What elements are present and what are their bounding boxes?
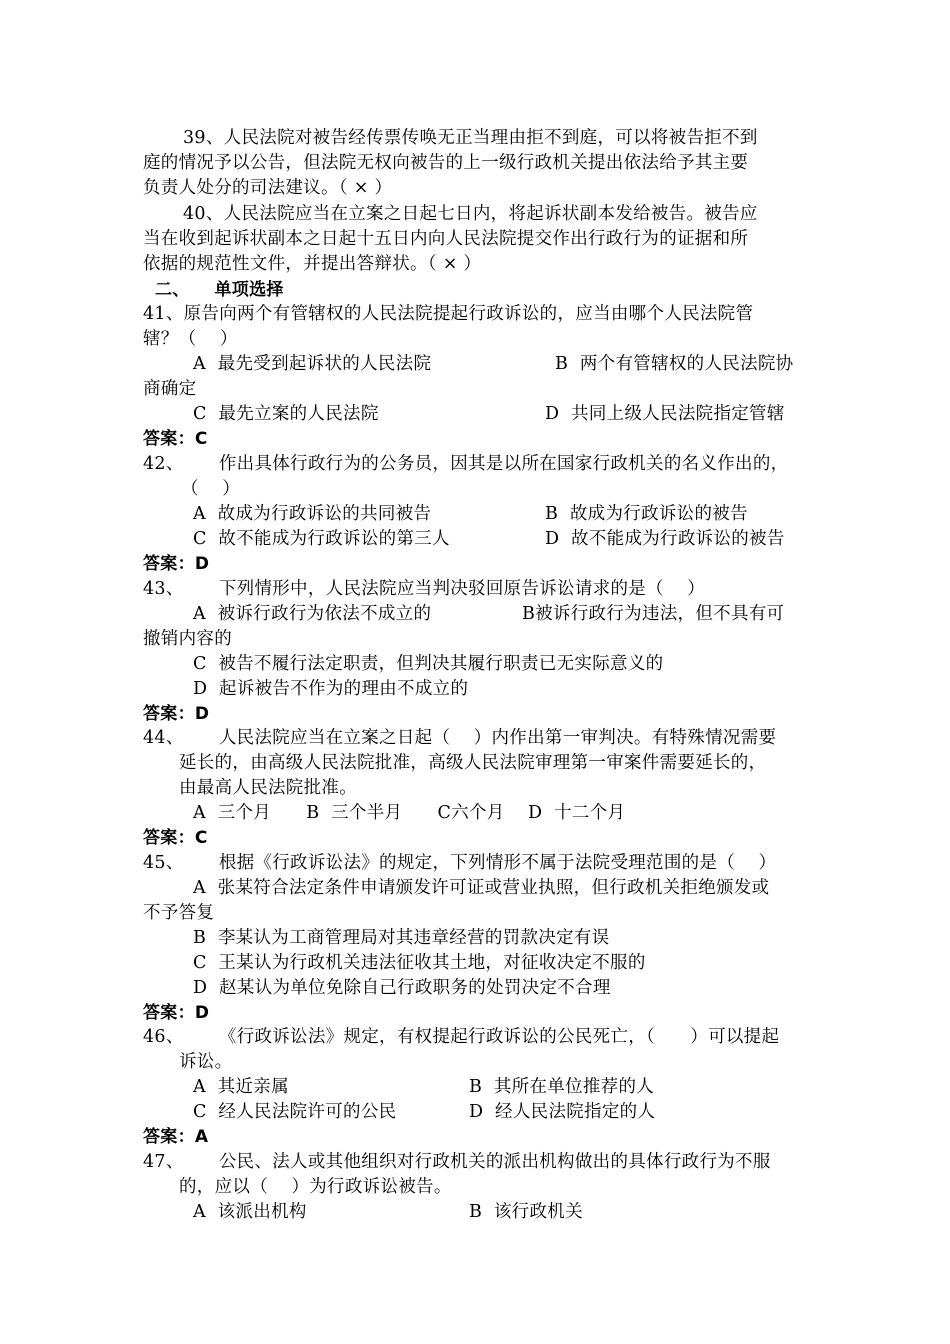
question-42-answer: 答案：D	[143, 554, 210, 574]
question-45-option-c: C 王某认为行政机关违法征收其土地，对征收决定不服的	[193, 953, 646, 973]
question-42-option-d: D 故不能成为行政诉讼的被告	[545, 529, 785, 549]
question-45-stem-line-1: 45、 根据《行政诉讼法》的规定，下列情形不属于法院受理范围的是（ ）	[143, 853, 777, 873]
question-43-option-c: C 被告不履行法定职责，但判决其履行职责已无实际意义的	[193, 654, 664, 674]
question-45-option-b: B 李某认为工商管理局对其违章经营的罚款决定有误	[193, 928, 610, 948]
question-45-option-a: A 张某符合法定条件申请颁发许可证或营业执照，但行政机关拒绝颁发或	[193, 878, 770, 898]
question-46-answer: 答案：A	[143, 1127, 209, 1147]
question-41-stem-line-1: 41、原告向两个有管辖权的人民法院提起行政诉讼的，应当由哪个人民法院管	[143, 304, 754, 324]
question-46-stem-line-1: 46、 《行政诉讼法》规定，有权提起行政诉讼的公民死亡，（ ）可以提起	[143, 1027, 780, 1047]
question-46-option-d: D 经人民法院指定的人	[469, 1102, 656, 1122]
question-41-option-a: A 最先受到起诉状的人民法院	[193, 354, 432, 374]
question-45-answer: 答案：D	[143, 1003, 210, 1023]
question-42-stem-line-1: 42、 作出具体行政行为的公务员，因其是以所在国家行政机关的名义作出的，	[143, 454, 789, 474]
question-45-option-a-cont: 不予答复	[143, 903, 215, 923]
question-43-option-b: B被诉行政行为违法，但不具有可	[522, 604, 785, 624]
question-41-option-b-cont: 商确定	[143, 379, 197, 399]
question-41-option-c: C 最先立案的人民法院	[193, 404, 379, 424]
question-42-option-a: A 故成为行政诉讼的共同被告	[193, 504, 432, 524]
question-43-option-a: A 被诉行政行为依法不成立的	[193, 604, 432, 624]
question-43-answer: 答案：D	[143, 704, 210, 724]
question-47-option-b: B 该行政机关	[469, 1202, 583, 1222]
question-43-option-d: D 起诉被告不作为的理由不成立的	[193, 679, 469, 699]
question-42-option-b: B 故成为行政诉讼的被告	[545, 504, 748, 524]
question-46-option-c: C 经人民法院许可的公民	[193, 1102, 397, 1122]
section-heading: 二、 单项选择	[155, 280, 284, 300]
question-44-stem-line-2: 延长的，由高级人民法院批准，高级人民法院审理第一审案件需要延长的，	[179, 753, 767, 773]
question-47-stem-line-1: 47、 公民、法人或其他组织对行政机关的派出机构做出的具体行政行为不服	[143, 1152, 771, 1172]
question-41-answer: 答案：C	[143, 429, 208, 449]
question-44-stem-line-1: 44、 人民法院应当在立案之日起（ ）内作出第一审判决。有特殊情况需要	[143, 728, 777, 748]
question-46-stem-line-2: 诉讼。	[179, 1052, 233, 1072]
tf-item-40-line-3: 依据的规范性文件，并提出答辩状。（ × ）	[143, 254, 482, 274]
question-42-option-c: C 故不能成为行政诉讼的第三人	[193, 529, 450, 549]
question-44-answer: 答案：C	[143, 828, 208, 848]
question-43-stem-line-1: 43、 下列情形中，人民法院应当判决驳回原告诉讼请求的是（ ）	[143, 579, 706, 599]
tf-item-39-line-2: 庭的情况予以公告，但法院无权向被告的上一级行政机关提出依法给予其主要	[143, 153, 749, 173]
tf-item-39-line-3: 负责人处分的司法建议。（ × ）	[143, 178, 393, 198]
question-46-option-a: A 其近亲属	[193, 1077, 289, 1097]
question-42-stem-line-2: （ ）	[181, 479, 241, 499]
question-47-stem-line-2: 的，应以（ ）为行政诉讼被告。	[179, 1177, 452, 1197]
question-44-stem-line-3: 由最高人民法院批准。	[179, 778, 357, 798]
question-45-option-d: D 赵某认为单位免除自己行政职务的处罚决定不合理	[193, 978, 611, 998]
question-43-option-b-cont: 撤销内容的	[143, 629, 232, 649]
question-47-option-a: A 该派出机构	[193, 1202, 307, 1222]
tf-item-40-line-1: 40、人民法院应当在立案之日起七日内，将起诉状副本发给被告。被告应	[183, 204, 758, 224]
question-46-option-b: B 其所在单位推荐的人	[469, 1077, 655, 1097]
tf-item-40-line-2: 当在收到起诉状副本之日起十五日内向人民法院提交作出行政行为的证据和所	[143, 229, 749, 249]
tf-item-39-line-1: 39、人民法院对被告经传票传唤无正当理由拒不到庭，可以将被告拒不到	[183, 128, 758, 148]
question-44-options: A 三个月 B 三个半月 C六个月 D 十二个月	[193, 803, 626, 823]
question-41-option-d: D 共同上级人民法院指定管辖	[545, 404, 785, 424]
question-41-stem-line-2: 辖？（ ）	[143, 329, 238, 349]
question-41-option-b: B 两个有管辖权的人民法院协	[555, 354, 794, 374]
